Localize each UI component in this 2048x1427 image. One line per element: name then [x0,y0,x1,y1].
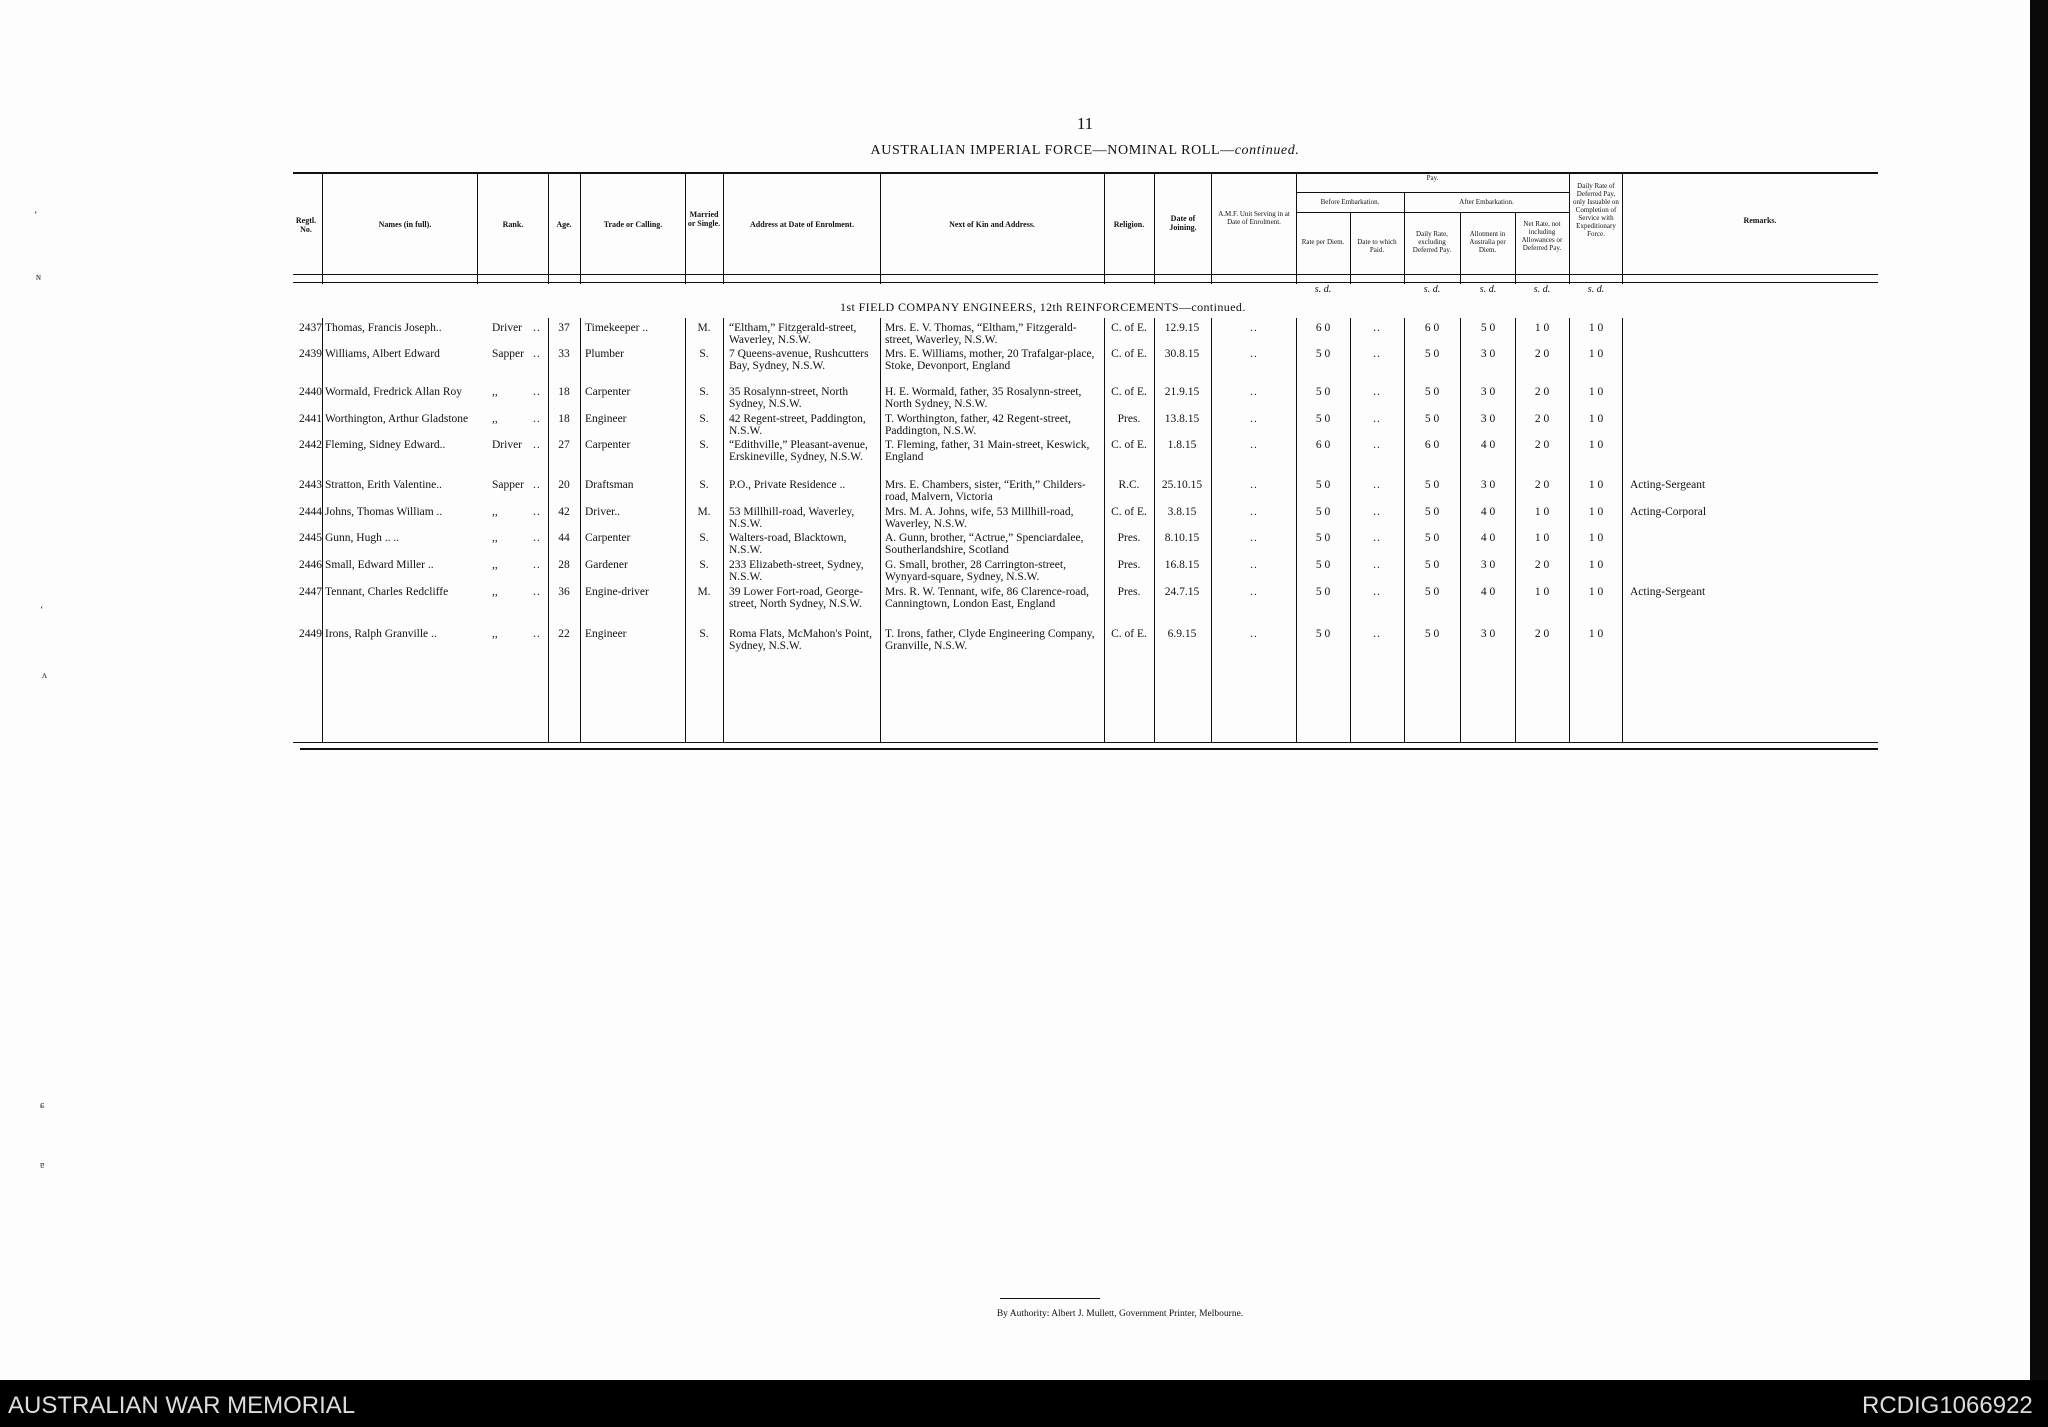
cell-daily: 5 0 [1424,348,1440,360]
cell-date: 3.8.15 [1167,506,1197,518]
cell-no: 2443 [299,479,322,491]
cell-ms: M. [697,322,711,334]
cell-trade: Engineer [585,413,627,425]
header-next-of-kin: Next of Kin and Address. [949,220,1035,229]
cell-daily: 5 0 [1424,506,1440,518]
cell-daily: 5 0 [1424,413,1440,425]
cell-no: 2439 [299,348,322,360]
cell-age: 37 [558,322,570,334]
cell-ms: M. [697,586,711,598]
header-amf-unit: A.M.F. Unit Serving in at Date of Enrolment. [1218,210,1290,226]
pay-header-rule [1296,192,1569,193]
cell-date: 16.8.15 [1164,559,1200,571]
cell-rank: Driver [492,322,523,334]
cell-kin: A. Gunn, brother, “Actrue,” Spenciardalee, Southerlandshire, Scotland [885,532,1084,556]
cell-age: 22 [558,628,570,640]
cell-name: Tennant, Charles Redcliffe [325,586,449,598]
cell-daily: 5 0 [1424,586,1440,598]
sd-label: s. d. [1479,284,1497,295]
cell-daily: 5 0 [1424,559,1440,571]
col-divider [685,172,686,284]
cell-rate: 6 0 [1315,439,1331,451]
cell-allot: 3 0 [1480,559,1496,571]
cell-religion: C. of E. [1111,439,1147,451]
col-divider [1350,212,1351,284]
cell-rank: Sapper [492,348,524,360]
cell-age: 44 [558,532,570,544]
cell-deferred: 1 0 [1588,506,1604,518]
cell-amf: .. [1250,479,1258,491]
cell-trade: Engineer [585,628,627,640]
cell-date: 25.10.15 [1161,479,1203,491]
sd-label: s. d. [1587,284,1605,295]
header-remarks: Remarks. [1743,216,1777,225]
cell-deferred: 1 0 [1588,322,1604,334]
cell-deferred: 1 0 [1588,386,1604,398]
cell-allot: 4 0 [1480,506,1496,518]
col-divider [1296,318,1297,742]
header-rate-per-diem: Rate per Diem. [1301,238,1345,246]
col-divider [548,318,549,742]
cell-remarks: Acting-Sergeant [1630,479,1706,491]
cell-date: 1.8.15 [1167,439,1197,451]
cell-name: Gunn, Hugh .. .. [325,532,400,544]
cell-net: 2 0 [1534,628,1550,640]
cell-rank-dots: .. [533,322,541,334]
cell-allot: 4 0 [1480,532,1496,544]
cell-rate: 5 0 [1315,386,1331,398]
cell-paid: .. [1373,628,1381,640]
cell-net: 2 0 [1534,479,1550,491]
header-regtl-no: Regtl. No. [295,216,317,234]
cell-rank-dots: .. [533,348,541,360]
cell-date: 21.9.15 [1164,386,1200,398]
cell-age: 18 [558,413,570,425]
col-divider [1296,172,1297,284]
cell-rank-dots: .. [533,586,541,598]
cell-kin: T. Fleming, father, 31 Main-street, Keswick, England [885,439,1090,463]
cell-religion: Pres. [1117,413,1141,425]
cell-amf: .. [1250,506,1258,518]
cell-trade: Timekeeper .. [585,322,649,334]
col-divider [1622,318,1623,742]
title-main: AUSTRALIAN IMPERIAL FORCE—NOMINAL ROLL— [870,143,1235,158]
header-date-joining: Date of Joining. [1169,214,1197,232]
cell-rank-dots: .. [533,479,541,491]
cell-name: Williams, Albert Edward [325,348,440,360]
cell-rank-dots: .. [533,506,541,518]
cell-rate: 5 0 [1315,586,1331,598]
cell-paid: .. [1373,413,1381,425]
cell-kin: T. Worthington, father, 42 Regent-street, Paddington, N.S.W. [885,413,1071,437]
cell-kin: Mrs. E. V. Thomas, “Eltham,” Fitzgerald-street, Waverley, N.S.W. [885,322,1077,346]
cell-rank: Driver [492,439,523,451]
cell-deferred: 1 0 [1588,586,1604,598]
cell-no: 2446 [299,559,322,571]
cell-address: P.O., Private Residence .. [729,479,846,491]
cell-deferred: 1 0 [1588,532,1604,544]
header-after-embarkation: After Embarkation. [1459,198,1514,206]
cell-deferred: 1 0 [1588,413,1604,425]
cell-name: Small, Edward Miller .. [325,559,434,571]
cell-paid: .. [1373,559,1381,571]
cell-allot: 3 0 [1480,413,1496,425]
archive-reference: RCDIG1066922 [1862,1392,2033,1419]
cell-no: 2447 [299,586,322,598]
cell-rank-dots: .. [533,386,541,398]
cell-ms: S. [699,532,709,544]
cell-age: 28 [558,559,570,571]
scan-mark: ɐ [40,1160,45,1171]
cell-address: 39 Lower Fort-road, George-street, North Sydney, N.S.W. [729,586,863,610]
page-number: 11 [1076,114,1094,133]
cell-no: 2444 [299,506,322,518]
header-before-embarkation: Before Embarkation. [1320,198,1380,206]
cell-kin: Mrs. E. Chambers, sister, “Erith,” Childers-road, Malvern, Victoria [885,479,1086,503]
cell-daily: 5 0 [1424,386,1440,398]
cell-date: 13.8.15 [1164,413,1200,425]
cell-kin: T. Irons, father, Clyde Engineering Company, Granville, N.S.W. [885,628,1095,652]
cell-age: 27 [558,439,570,451]
cell-address: 233 Elizabeth-street, Sydney, N.S.W. [729,559,864,583]
cell-trade: Driver.. [585,506,621,518]
cell-age: 36 [558,586,570,598]
cell-religion: C. of E. [1111,322,1147,334]
col-divider [1569,318,1570,742]
cell-kin: H. E. Wormald, father, 35 Rosalynn-street, North Sydney, N.S.W. [885,386,1082,410]
cell-allot: 3 0 [1480,386,1496,398]
scan-mark: ʻ [34,210,38,221]
cell-paid: .. [1373,532,1381,544]
sd-label: s. d. [1423,284,1441,295]
cell-kin: Mrs. M. A. Johns, wife, 53 Millhill-road, Waverley, N.S.W. [885,506,1074,530]
cell-daily: 5 0 [1424,628,1440,640]
cell-age: 18 [558,386,570,398]
cell-religion: Pres. [1117,532,1141,544]
cell-rank-dots: .. [533,413,541,425]
table-end-rule [300,748,1878,750]
cell-date: 6.9.15 [1167,628,1197,640]
cell-no: 2442 [299,439,322,451]
cell-net: 2 0 [1534,386,1550,398]
cell-net: 2 0 [1534,348,1550,360]
header-age: Age. [556,220,572,229]
cell-allot: 3 0 [1480,348,1496,360]
cell-rank: ,, [492,413,498,425]
cell-deferred: 1 0 [1588,439,1604,451]
header-date-paid: Date to which Paid. [1357,238,1397,254]
header-second-rule [293,282,1878,283]
col-divider [1350,318,1351,742]
cell-address: 53 Millhill-road, Waverley, N.S.W. [729,506,855,530]
cell-age: 33 [558,348,570,360]
cell-paid: .. [1373,506,1381,518]
cell-deferred: 1 0 [1588,479,1604,491]
cell-ms: S. [699,628,709,640]
cell-rank: ,, [492,628,498,640]
cell-rate: 5 0 [1315,506,1331,518]
cell-rate: 5 0 [1315,628,1331,640]
section-heading: 1st FIELD COMPANY ENGINEERS, 12th REINFORCEMENTS—continued. [840,300,1246,314]
cell-amf: .. [1250,559,1258,571]
col-divider [1154,318,1155,742]
cell-remarks: Acting-Corporal [1630,506,1707,518]
cell-daily: 6 0 [1424,439,1440,451]
page-title [820,143,1350,159]
cell-ms: S. [699,386,709,398]
col-divider [580,318,581,742]
cell-paid: .. [1373,386,1381,398]
col-divider [580,172,581,284]
cell-address: “Edithville,” Pleasant-avenue, Erskineville, Sydney, N.S.W. [729,439,868,463]
col-divider [685,318,686,742]
header-bottom-rule [293,274,1878,275]
cell-no: 2441 [299,413,322,425]
cell-net: 1 0 [1534,506,1550,518]
cell-ms: S. [699,439,709,451]
cell-rank: ,, [492,532,498,544]
cell-name: Johns, Thomas William .. [325,506,443,518]
cell-paid: .. [1373,586,1381,598]
title-continued: continued. [1234,143,1300,158]
cell-ms: M. [697,506,711,518]
cell-rate: 6 0 [1315,322,1331,334]
cell-name: Irons, Ralph Granville .. [325,628,437,640]
cell-ms: S. [699,559,709,571]
cell-no: 2437 [299,322,322,334]
cell-paid: .. [1373,479,1381,491]
cell-rank: ,, [492,386,498,398]
scan-mark: ʌ [42,670,47,681]
cell-no: 2440 [299,386,322,398]
cell-kin: G. Small, brother, 28 Carrington-street, Wynyard-square, Sydney, N.S.W. [885,559,1066,583]
col-divider [1569,172,1570,284]
cell-date: 8.10.15 [1164,532,1200,544]
col-divider [477,172,478,284]
cell-rank: Sapper [492,479,524,491]
cell-rank-dots: .. [533,559,541,571]
cell-address: Roma Flats, McMahon's Point, Sydney, N.S.W. [729,628,872,652]
cell-religion: Pres. [1117,559,1141,571]
embarkation-header-rule [1296,212,1569,213]
col-divider [1460,318,1461,742]
col-divider [322,172,323,284]
cell-daily: 6 0 [1424,322,1440,334]
header-trade: Trade or Calling. [603,220,663,229]
cell-amf: .. [1250,532,1258,544]
col-divider [322,318,323,742]
printer-authority: By Authority: Albert J. Mullett, Government Printer, Melbourne. [996,1309,1244,1319]
cell-ms: S. [699,413,709,425]
cell-date: 30.8.15 [1164,348,1200,360]
cell-religion: R.C. [1118,479,1140,491]
cell-rank-dots: .. [533,628,541,640]
cell-allot: 3 0 [1480,628,1496,640]
col-divider [1515,318,1516,742]
cell-rank: ,, [492,506,498,518]
archive-name: AUSTRALIAN WAR MEMORIAL [8,1392,356,1419]
header-daily-rate: Daily Rate, excluding Deferred Pay. [1412,230,1452,254]
col-divider [1211,172,1212,284]
sd-label: s. d. [1533,284,1551,295]
cell-net: 1 0 [1534,532,1550,544]
cell-paid: .. [1373,348,1381,360]
cell-kin: Mrs. R. W. Tennant, wife, 86 Clarence-road, Canningtown, London East, England [885,586,1090,610]
cell-rate: 5 0 [1315,413,1331,425]
cell-trade: Draftsman [585,479,634,491]
col-divider [1211,318,1212,742]
col-divider [723,318,724,742]
cell-name: Wormald, Fredrick Allan Roy [325,386,463,398]
cell-religion: C. of E. [1111,628,1147,640]
col-divider [880,172,881,284]
cell-net: 2 0 [1534,559,1550,571]
cell-daily: 5 0 [1424,532,1440,544]
header-religion: Religion. [1113,220,1145,229]
cell-net: 1 0 [1534,322,1550,334]
cell-name: Thomas, Francis Joseph.. [325,322,442,334]
cell-address: 35 Rosalynn-street, North Sydney, N.S.W. [729,386,849,410]
cell-kin: Mrs. E. Williams, mother, 20 Trafalgar-place, Stoke, Devonport, England [885,348,1095,372]
cell-net: 1 0 [1534,586,1550,598]
header-married: Married or Single. [687,210,721,228]
cell-amf: .. [1250,628,1258,640]
cell-address: 7 Queens-avenue, Rushcutters Bay, Sydney, N.S.W. [729,348,869,372]
col-divider [723,172,724,284]
cell-name: Stratton, Erith Valentine.. [325,479,443,491]
cell-address: “Eltham,” Fitzgerald-street, Waverley, N.S.W. [729,322,857,346]
scan-mark: ʻ [40,605,44,616]
cell-allot: 5 0 [1480,322,1496,334]
cell-paid: .. [1373,439,1381,451]
cell-deferred: 1 0 [1588,628,1604,640]
cell-allot: 4 0 [1480,439,1496,451]
cell-address: 42 Regent-street, Paddington, N.S.W. [729,413,866,437]
cell-trade: Gardener [585,559,628,571]
cell-age: 20 [558,479,570,491]
col-divider [1154,172,1155,284]
col-divider [880,318,881,742]
cell-deferred: 1 0 [1588,348,1604,360]
header-pay: Pay. [1426,174,1439,182]
cell-trade: Carpenter [585,386,631,398]
cell-no: 2449 [299,628,322,640]
cell-rate: 5 0 [1315,479,1331,491]
cell-net: 2 0 [1534,439,1550,451]
cell-allot: 3 0 [1480,479,1496,491]
cell-date: 12.9.15 [1164,322,1200,334]
scan-mark: ɴ [36,272,41,283]
cell-amf: .. [1250,586,1258,598]
cell-amf: .. [1250,413,1258,425]
table-bottom-rule [293,742,1878,743]
header-rank: Rank. [502,220,524,229]
cell-address: Walters-road, Blacktown, N.S.W. [729,532,847,556]
cell-rank-dots: .. [533,532,541,544]
cell-trade: Engine-driver [585,586,649,598]
cell-amf: .. [1250,348,1258,360]
cell-date: 24.7.15 [1164,586,1200,598]
scan-mark: ɕ [40,1100,45,1111]
authority-rule [1000,1298,1100,1299]
header-address: Address at Date of Enrolment. [750,220,854,229]
cell-amf: .. [1250,439,1258,451]
cell-ms: S. [699,479,709,491]
cell-amf: .. [1250,386,1258,398]
cell-net: 2 0 [1534,413,1550,425]
header-allotment: Allotment in Australia per Diem. [1469,230,1506,254]
cell-allot: 4 0 [1480,586,1496,598]
cell-trade: Plumber [585,348,624,360]
header-net-rate: Net Rate, not including Allowances or Deferred Pay. [1521,220,1563,252]
header-name: Names (in full). [378,220,432,229]
cell-amf: .. [1250,322,1258,334]
sd-label: s. d. [1314,284,1332,295]
cell-paid: .. [1373,322,1381,334]
cell-name: Worthington, Arthur Gladstone [325,413,469,425]
cell-ms: S. [699,348,709,360]
cell-remarks: Acting-Sergeant [1630,586,1706,598]
scan-edge [2030,0,2048,1380]
col-divider [1622,172,1623,284]
cell-rank-dots: .. [533,439,541,451]
cell-no: 2445 [299,532,322,544]
cell-religion: C. of E. [1111,348,1147,360]
cell-rank: ,, [492,559,498,571]
cell-rate: 5 0 [1315,348,1331,360]
col-divider [1404,318,1405,742]
cell-religion: C. of E. [1111,386,1147,398]
cell-trade: Carpenter [585,532,631,544]
cell-rate: 5 0 [1315,559,1331,571]
header-deferred-pay: Daily Rate of Deferred Pay, only Issuable on Completion of Service with Expeditionary Force. [1573,182,1619,238]
table-top-rule [293,172,1878,174]
cell-religion: Pres. [1117,586,1141,598]
cell-age: 42 [558,506,570,518]
col-divider [1104,318,1105,742]
cell-daily: 5 0 [1424,479,1440,491]
cell-rank: ,, [492,586,498,598]
cell-deferred: 1 0 [1588,559,1604,571]
cell-trade: Carpenter [585,439,631,451]
cell-rate: 5 0 [1315,532,1331,544]
cell-religion: C. of E. [1111,506,1147,518]
cell-name: Fleming, Sidney Edward.. [325,439,446,451]
